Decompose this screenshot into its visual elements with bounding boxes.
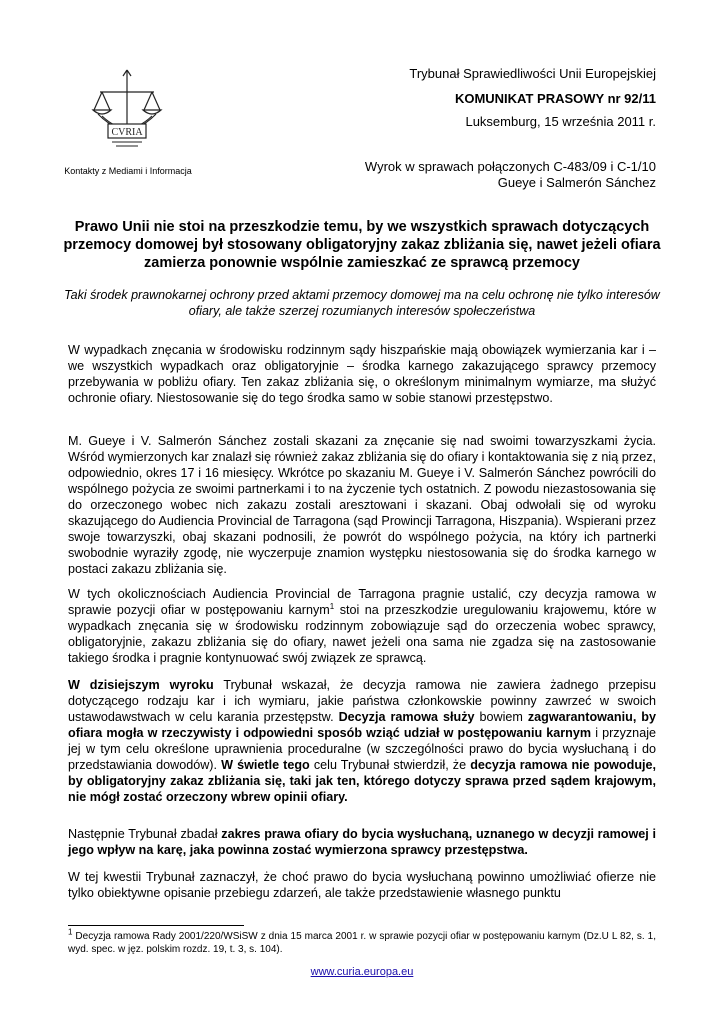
paragraph-text: bowiem (474, 710, 528, 724)
paragraph-text: Trybunał wskazał, że decyzja ramowa nie zawiera żadnego przepisu dotyczącego rodzaju kar i ich wymiaru, jakie państwa członkowskie powinny zawrzeć w swoich ustawodawstwach w celu karania przestępstw. (68, 678, 656, 724)
paragraph-text: celu Trybunał stwierdził, że (309, 758, 471, 772)
footer (0, 966, 724, 978)
paragraph-6 (68, 869, 656, 901)
paragraph-2 (68, 433, 656, 577)
paragraph-text: W tych okolicznościach Audiencia Provincial de Tarragona pragnie ustalić, czy decyzja ramowa w sprawie pozycji ofiar w postępowaniu karnym (68, 587, 656, 617)
footnote (68, 927, 656, 956)
paragraph-5 (68, 826, 656, 858)
case-parties: Gueye i Salmerón Sánchez (497, 175, 656, 190)
court-logo (88, 66, 166, 156)
headline: Prawo Unii nie stoi na przeszkodzie temu, by we wszystkich sprawach dotyczących przemocy domowej był stosowany obligatoryjny zakaz zbliżania się, nawet jeżeli ofiara zamierza ponownie wspólnie zamieszkać ze sprawcą przemocy (63, 219, 661, 271)
emphasis: W świetle tego (221, 758, 310, 772)
paragraph-text: W wypadkach znęcania w środowisku rodzinnym sądy hiszpańskie mają obowiązek wymierzania kar i – we wszystkich wypadkach oraz obligatoryjnie – środka karnego zakazującego sprawcy przemocy przebywania w pobliżu ofiary. Ten zakaz zbliżania się, o określonym minimalnym wymiarze, ma służyć ochronie ofiary. Niestosowanie się do tego środka samo w sobie stanowi przestępstwo. (68, 343, 656, 405)
emphasis: decyzja ramowa nie powoduje, by obligatoryjny zakaz zbliżania się, taki jak ten, którego dotyczy sprawa przed sądem krajowym, nie mógł zostać orzeczony wbrew opinii ofiary. (68, 758, 657, 804)
paragraph-text: W tej kwestii Trybunał zaznaczył, że choć prawo do bycia wysłuchaną powinno umożliwiać ofierze nie tylko obiektywne opisanie przebiegu zdarzeń, ale także przedstawienie własnego punktu (68, 870, 656, 900)
footnote-mark: 1 (68, 927, 73, 937)
emphasis: zakres prawa ofiary do bycia wysłuchaną, uznanego w decyzji ramowej i jego wpływ na karę, jaka powinna zostać wymierzona sprawcy przestępstwa. (68, 827, 656, 857)
press-release-number: KOMUNIKAT PRASOWY nr 92/11 (454, 91, 656, 106)
website-link[interactable]: www.curia.europa.eu (310, 966, 414, 978)
unit-name: Kontakty z Mediami i Informacja (64, 166, 192, 176)
paragraph-4 (68, 677, 656, 805)
emphasis: W dzisiejszym wyroku (68, 678, 214, 692)
footnote-reference: 1 (329, 601, 335, 611)
paragraph-text: Następnie Trybunał zbadał (68, 827, 222, 841)
paragraph-text: stoi na przeszkodzie uregulowaniu krajowemu, które w wypadkach znęcania się w środowisku rodzinnym zobowiązuje sąd do orzeczenia wobec sprawcy, obligatoryjnie, zakazu zbliżania się do ofiary, nawet jeżeli ona sama nie zgadza się na zastosowanie takiego środka i pragnie kontynuować swój związek ze sprawcą. (68, 603, 656, 665)
paragraph-text: i przyznaje jej w tym celu określone uprawnienia proceduralne (w szczególności prawo do bycia wysłuchaną i do przedstawiania dowodów). (68, 726, 656, 772)
court-name: Trybunał Sprawiedliwości Unii Europejskiej (409, 66, 656, 81)
footnote-divider (68, 925, 244, 926)
emphasis: zagwarantowaniu, by ofiara mogła w rzeczywisty i odpowiedni sposób wziąć udział w postępowaniu karnym (68, 710, 656, 740)
place-date: Luksemburg, 15 września 2011 r. (465, 114, 656, 129)
footnote-text: Decyzja ramowa Rady 2001/220/WSiSW z dnia 15 marca 2001 r. w sprawie pozycji ofiar w postępowaniu karnym (Dz.U L 82, s. 1, wyd. spec. w jęz. polskim rozdz. 19, t. 3, s. 104). (68, 931, 656, 955)
paragraph-3 (68, 586, 656, 666)
logo-text: CVRIA (111, 127, 143, 138)
paragraph-text: M. Gueye i V. Salmerón Sánchez zostali skazani za znęcanie się nad swoimi towarzyszkami życia. Wśród wymierzonych kar znalazł się również zakaz zbliżania się do ofiary i kontaktowania się z nią przez, odpowiednio, okres 17 i 16 miesięcy. Wkrótce po skazaniu M. Gueye i V. Salmerón Sánchez powrócili do wspólnego pożycia ze swoimi partnerkami i to na życzenie tych ostatnich. Z powodu niezastosowania się do orzeczonego wobec nich zakazu zostali aresztowani i skazani. Obaj odwołali się od wyroku skazującego do Audiencia Provincial de Tarragona (sąd Prowincji Tarragona, Hiszpania). Wspierani przez swoje towarzyszki, obaj skazani podnosili, że powrót do wspólnego pożycia, na który ich partnerki swobodnie wyraziły zgodę, nie wyczerpuje znamion występku niestosowania się do środka karnego w postaci zakazu zbliżania się. (68, 434, 656, 576)
paragraph-1 (68, 342, 656, 406)
judgment-reference: Wyrok w sprawach połączonych C-483/09 i C-1/10 (364, 159, 656, 174)
emphasis: Decyzja ramowa służy (338, 710, 475, 724)
subheadline: Taki środek prawnokarnej ochrony przed aktami przemocy domowej ma na celu ochronę nie tylko interesów ofiary, ale także szerzej rozumianych interesów społeczeństwa (64, 288, 660, 318)
